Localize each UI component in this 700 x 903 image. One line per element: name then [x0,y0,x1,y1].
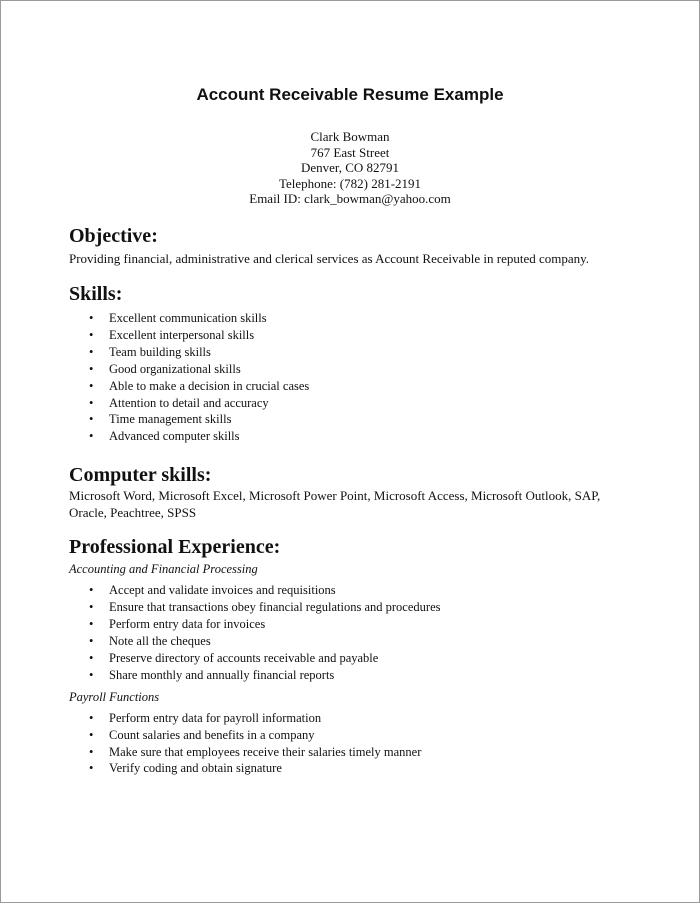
list-item [89,310,669,327]
list-item [89,378,669,395]
duty-text: Preserve directory of accounts receivable and payable [109,650,379,665]
bullet-icon: • [89,583,94,598]
computer-skills-text: Microsoft Word, Microsoft Excel, Microsoft Power Point, Microsoft Access, Microsoft Outlook, SAP, Oracle, Peachtree, SPSS [69,488,601,520]
duty-text: Share monthly and annually financial reports [109,667,335,682]
resume-document [69,82,669,777]
bullet-icon: • [89,378,94,393]
skills-list [69,310,669,445]
skill-text: Excellent interpersonal skills [109,327,255,342]
contact-name: Clark Bowman [310,129,390,144]
list-item [89,667,669,684]
bullet-icon: • [89,311,94,325]
list-item [89,327,669,344]
list-item [89,744,669,761]
list-item [89,599,669,616]
skill-text: Attention to detail and accuracy [109,395,269,410]
payroll-list [69,710,669,778]
duty-text: Perform entry data for payroll information [109,710,322,725]
list-item [89,361,669,378]
bullet-icon: • [89,727,94,742]
bullet-icon: • [89,429,94,444]
list-item [89,411,669,428]
contact-block [0,129,700,207]
duty-text: Accept and validate invoices and requisitions [109,583,336,598]
list-item [89,727,669,744]
duty-text: Note all the cheques [109,633,211,648]
duty-text: Verify coding and obtain signature [109,761,282,776]
experience-heading: Professional Experience: [69,536,281,559]
accounting-list [69,582,669,683]
skill-text: Time management skills [109,412,232,427]
duty-text: Count salaries and benefits in a company [109,727,315,742]
document-title: Account Receivable Resume Example [196,85,504,104]
skill-text: Advanced computer skills [109,429,240,444]
computer-skills-heading: Computer skills: [69,464,212,487]
list-item [89,650,669,667]
bullet-icon: • [89,327,94,342]
list-item [89,710,669,727]
bullet-icon: • [89,344,94,359]
bullet-icon: • [89,412,94,427]
bullet-icon: • [89,710,94,725]
bullet-icon: • [89,667,94,682]
contact-street: 767 East Street [310,144,390,160]
skill-text: Excellent communication skills [109,311,267,325]
list-item [89,760,669,777]
list-item [89,344,669,361]
skill-text: Able to make a decision in crucial cases [109,378,310,393]
list-item [89,582,669,599]
skills-heading: Skills: [69,283,123,305]
bullet-icon: • [89,600,94,615]
list-item [89,616,669,633]
bullet-icon: • [89,633,94,648]
duty-text: Ensure that transactions obey financial regulations and procedures [109,600,441,615]
contact-city: Denver, CO 82791 [300,160,400,175]
objective-text: Providing financial, administrative and clerical services as Account Receivable in reputed company. [69,250,590,266]
list-item [89,395,669,412]
skill-text: Good organizational skills [109,361,241,376]
contact-telephone: Telephone: (782) 281-2191 [278,175,422,191]
objective-heading: Objective: [69,224,158,247]
bullet-icon: • [89,744,94,759]
list-item [89,633,669,650]
bullet-icon: • [89,395,94,410]
payroll-subheading: Payroll Functions [69,689,160,704]
skill-text: Team building skills [109,344,211,359]
accounting-subheading: Accounting and Financial Processing [69,562,258,577]
list-item [89,428,669,445]
duty-text: Make sure that employees receive their salaries timely manner [109,744,422,759]
bullet-icon: • [89,617,94,632]
contact-email: Email ID: clark_bowman@yahoo.com [249,191,451,206]
bullet-icon: • [89,361,94,376]
duty-text: Perform entry data for invoices [109,617,266,632]
bullet-icon: • [89,761,94,776]
bullet-icon: • [89,650,94,665]
